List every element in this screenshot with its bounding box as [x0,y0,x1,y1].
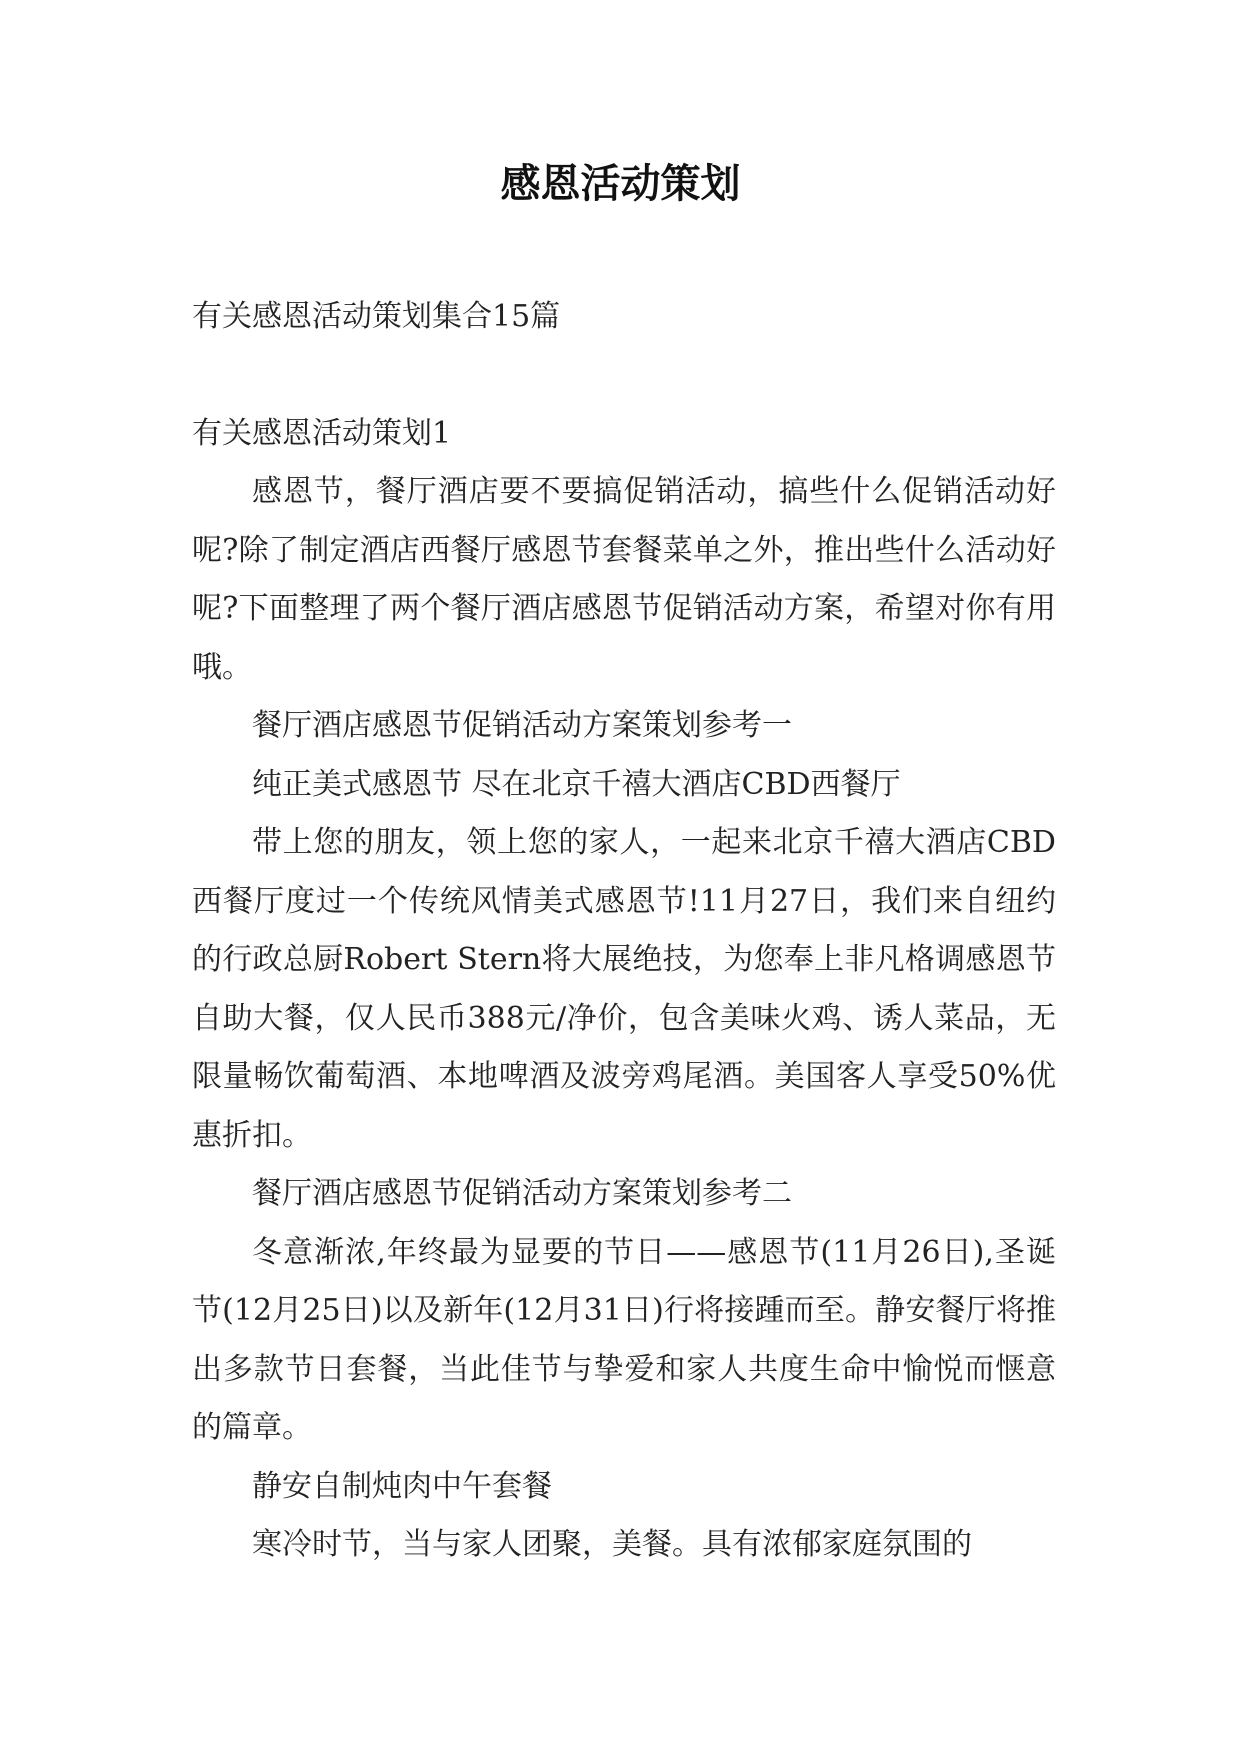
paragraph: 静安自制炖肉中午套餐 [252,1468,552,1504]
document-subtitle: 有关感恩活动策划集合15篇 [192,299,561,334]
paragraph: 餐厅酒店感恩节促销活动方案策划参考一 [252,708,792,743]
document-body [192,288,1056,1575]
paragraph: 纯正美式感恩节 尽在北京千禧大酒店CBD西餐厅 [252,766,901,802]
paragraph: 感恩节，餐厅酒店要不要搞促销活动，搞些什么促销活动好呢?除了制定酒店西餐厅感恩节套餐菜单之外，推出些什么活动好呢?下面整理了两个餐厅酒店感恩节促销活动方案，希望对你有用哦。 [192,474,1056,685]
paragraph: 带上您的朋友，领上您的家人，一起来北京千禧大酒店CBD西餐厅度过一个传统风情美式感恩节!11月27日，我们来自纽约的行政总厨Robert Stern将大展绝技，为您奉上非凡格调感恩节自助大餐，仅人民币388元/净价，包含美味火鸡、诱人菜品，无限量畅饮葡萄酒、本地啤酒及波旁鸡尾酒。美国客人享受50%优惠折扣。 [192,825,1056,1153]
paragraph: 餐厅酒店感恩节促销活动方案策划参考二 [252,1176,792,1211]
paragraph: 冬意渐浓,年终最为显要的节日——感恩节(11月26日),圣诞节(12月25日)以及新年(12月31日)行将接踵而至。静安餐厅将推出多款节日套餐，当此佳节与挚爱和家人共度生命中愉悦而惬意的篇章。 [192,1234,1056,1445]
section-heading: 有关感恩活动策划1 [192,415,452,451]
paragraph: 寒冷时节，当与家人团聚，美餐。具有浓郁家庭氛围的 [252,1527,972,1562]
document-title: 感恩活动策划 [500,161,741,207]
